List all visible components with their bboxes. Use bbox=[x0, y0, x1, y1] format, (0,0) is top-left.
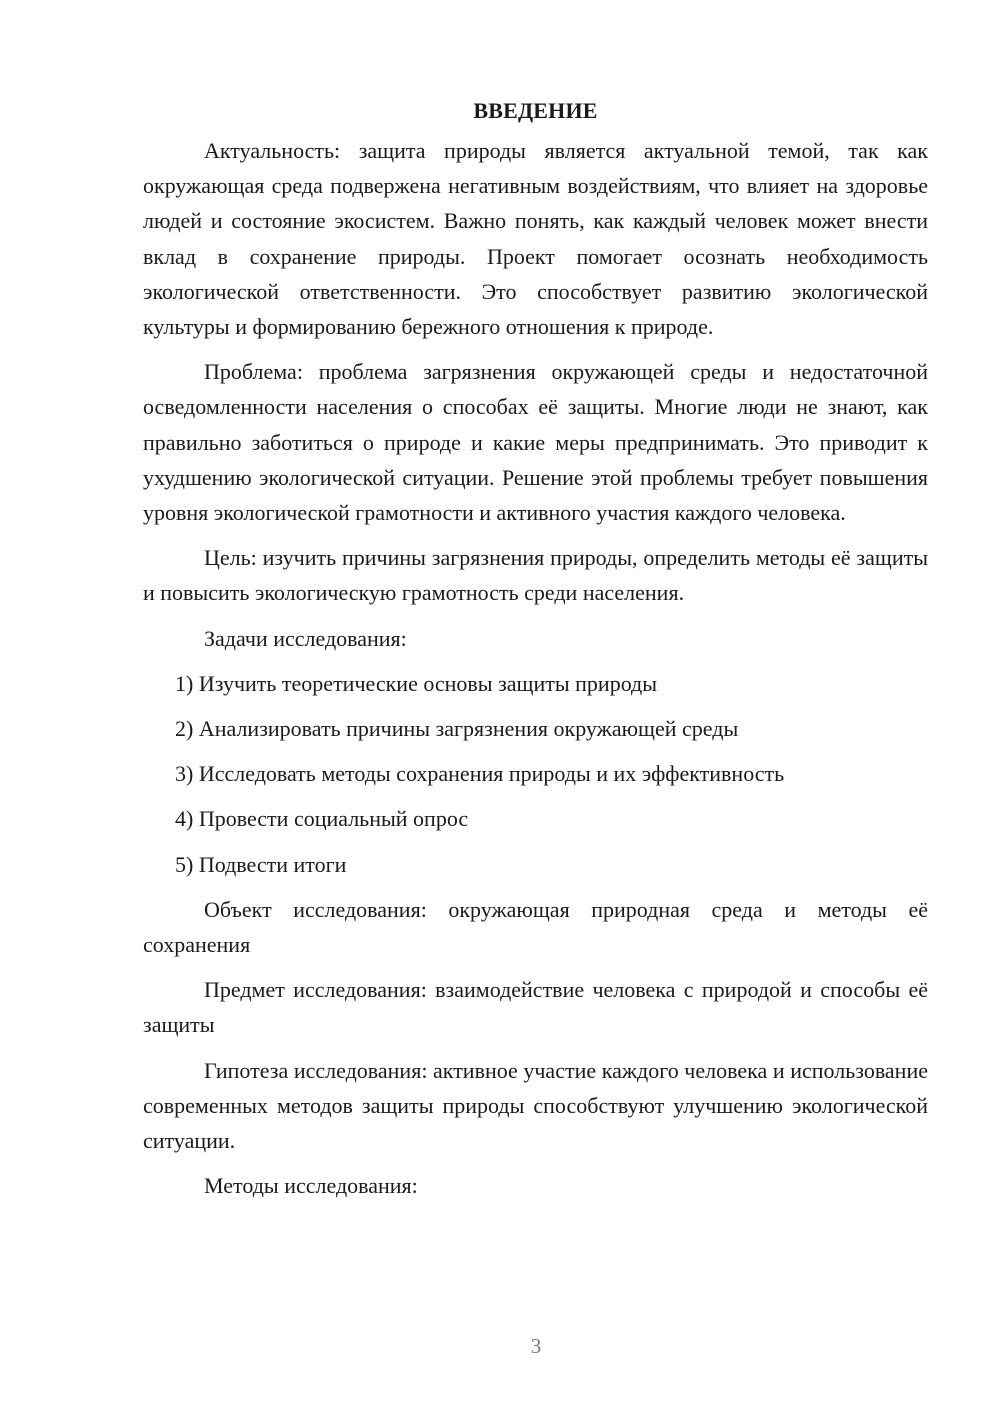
list-item: 5) Подвести итоги bbox=[175, 851, 347, 877]
methods-heading: Методы исследования: bbox=[204, 1173, 418, 1199]
document-page bbox=[143, 96, 928, 1213]
section-title: ВВЕДЕНИЕ bbox=[473, 98, 598, 123]
relevance-paragraph: Актуальность: защита природы является актуальной темой, так как окружающая среда подвержена негативным воздействиям, что влияет на здоровье людей и состояние экосистем. Важно понять, как каждый человек может внести вклад в сохранение природы. Проект помогает осознать необходимость экологической ответственности. Это способствует развитию экологической культуры и формированию бережного отношения к природе. bbox=[143, 138, 928, 340]
problem-paragraph: Проблема: проблема загрязнения окружающей среды и недостаточной осведомленности населения о способах её защиты. Многие люди не знают, как правильно заботиться о природе и какие меры предпринимать. Это приводит к ухудшению экологической ситуации. Решение этой проблемы требует повышения уровня экологической грамотности и активного участия каждого человека. bbox=[143, 359, 928, 526]
list-item: 4) Провести социальный опрос bbox=[175, 806, 469, 832]
hypothesis-paragraph: Гипотеза исследования: активное участие каждого человека и использование современных методов защиты природы способствуют улучшению экологической ситуации. bbox=[143, 1057, 928, 1154]
tasks-heading: Задачи исследования: bbox=[204, 625, 407, 651]
goal-paragraph: Цель: изучить причины загрязнения природы, определить методы её защиты и повысить экологическую грамотность среди населения. bbox=[143, 545, 928, 606]
page-number: 3 bbox=[530, 1334, 542, 1358]
object-paragraph: Объект исследования: окружающая природная среда и методы её сохранения bbox=[143, 896, 928, 958]
tasks-list bbox=[143, 666, 928, 882]
list-item: 1) Изучить теоретические основы защиты природы bbox=[175, 670, 658, 696]
list-item: 3) Исследовать методы сохранения природы и их эффективность bbox=[175, 761, 785, 787]
list-item: 2) Анализировать причины загрязнения окружающей среды bbox=[175, 716, 739, 742]
subject-paragraph: Предмет исследования: взаимодействие человека с природой и способы её защиты bbox=[143, 977, 928, 1038]
